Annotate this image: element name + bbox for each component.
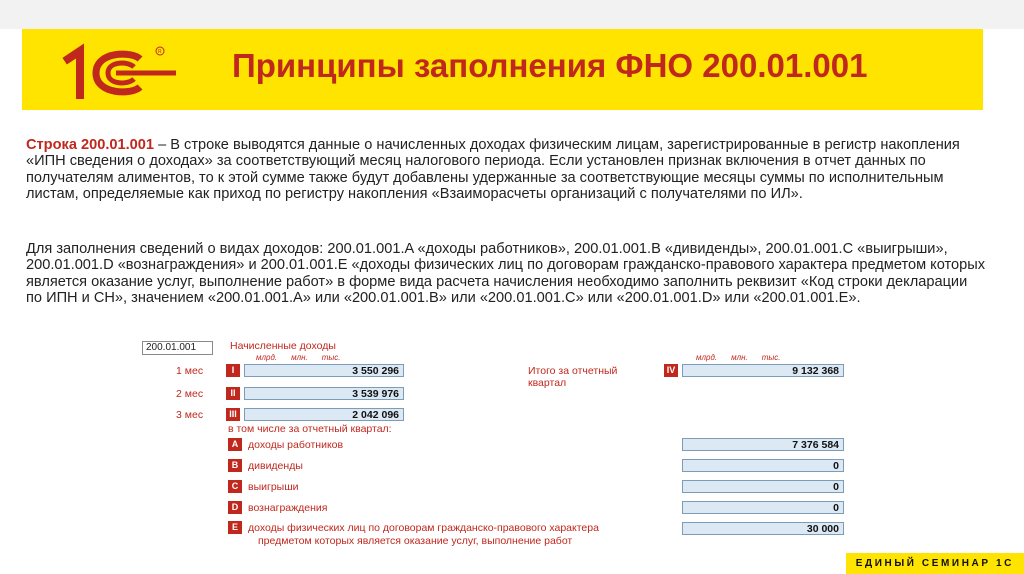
type-b-label: дивиденды [248,460,303,472]
quarter-total-roman: IV [664,364,678,377]
type-a-label: доходы работников [248,439,344,451]
paragraph-1-text: – В строке выводятся данные о начисленных доходах физическим лицам, зарегистрированные в регистр накопления «ИПН сведения о доходах» за соответствующий месяц налогового периода. Если установлен признак включения в отчет данных по получателям алиментов, то к этой сумме также будут добавлены удержанные за соответствующие месяцы суммы по исполнительным листам, определяемые как приход по регистру накопления «Взаиморасчеты организаций с получателями по ИЛ». [26,137,960,203]
month-1-value: 3 550 296 [244,364,404,377]
type-e-letter: E [228,521,242,534]
type-d-letter: D [228,501,242,514]
type-b-letter: B [228,459,242,472]
units-header-left: млрд. млн. тыс. [256,353,341,362]
month-1-label: 1 мес [176,365,204,377]
type-b-value: 0 [682,459,844,472]
month-2-value: 3 539 976 [244,387,404,400]
type-c-label: выигрыши [248,481,299,493]
form-line-code: 200.01.001 [142,341,213,355]
line-code-highlight: Строка 200.01.001 [26,137,155,153]
type-d-value: 0 [682,501,844,514]
paragraph-income-types: Для заполнения сведений о видах доходов: 200.01.001.A «доходы работников», 200.01.001.B «дивиденды», 200.01.001.C «выигрыши», 200.01.001.D «вознаграждения» и 200.01.001.E «доходы физических лиц по договорам гражданско-правового характера предметом которых является оказание услуг, выполнение работ» в форме вида расчета начисления необходимо заполнить реквизит «Код строки декларации по ИПН и СН», значением «200.01.001.A» или «200.01.001.B» или «200.01.001.C» или «200.01.001.D» или «200.01.001.E». [26,241,986,307]
units-header-right: млрд. млн. тыс. [696,353,781,362]
type-a-letter: A [228,438,242,451]
top-band [0,0,1024,29]
svg-text:R: R [158,49,162,55]
month-3-label: 3 мес [176,409,204,421]
slide-title: Принципы заполнения ФНО 200.01.001 [232,47,868,84]
quarter-total-label-2: квартал [528,377,567,389]
1c-logo-icon [60,43,180,103]
paragraph-line-description [26,137,986,203]
including-quarter-label: в том числе за отчетный квартал: [228,423,392,435]
type-a-value: 7 376 584 [682,438,844,451]
declaration-form-fragment [136,337,844,553]
type-e-label: доходы физических лиц по договорам гражданско-правового характера [248,522,599,534]
accrued-income-label: Начисленные доходы [230,340,336,352]
footer-seminar-label: ЕДИНЫЙ СЕМИНАР 1С [855,558,1014,569]
type-e-label-line2: предметом которых является оказание услуг, выполнение работ [258,535,573,547]
footer-bar [846,553,1024,574]
type-d-label: вознаграждения [248,502,328,514]
quarter-total-value: 9 132 368 [682,364,844,377]
type-c-letter: C [228,480,242,493]
month-1-roman: I [226,364,240,377]
month-2-label: 2 мес [176,388,204,400]
slide-header [22,29,983,110]
quarter-total-label-1: Итого за отчетный [528,365,618,377]
type-e-value: 30 000 [682,522,844,535]
type-c-value: 0 [682,480,844,493]
month-3-roman: III [226,408,240,421]
month-3-value: 2 042 096 [244,408,404,421]
month-2-roman: II [226,387,240,400]
